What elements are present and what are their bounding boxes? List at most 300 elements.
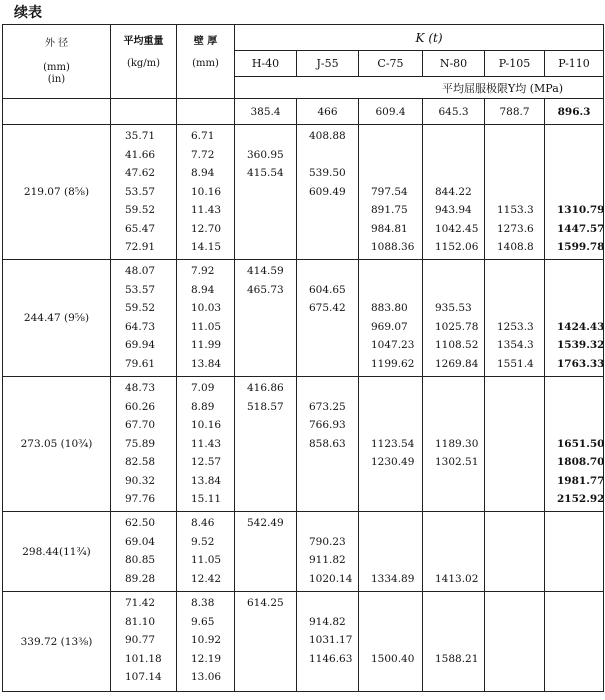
wall-column-cell [177, 592, 235, 692]
n80-value [423, 631, 484, 650]
wall-value: 7.72 [191, 148, 215, 161]
h40-value [235, 336, 296, 355]
header-wall-unit: (mm) [192, 58, 219, 69]
wall-value: 14.15 [191, 241, 222, 253]
p105-value: 1408.8 [497, 241, 534, 253]
h40-value: 518.57 [247, 400, 284, 413]
h40-value [235, 551, 296, 570]
n80-value [423, 490, 484, 509]
wall-value: 10.16 [191, 185, 222, 198]
j55-column-cell [297, 592, 359, 692]
h40-value [235, 435, 296, 454]
h40-value [235, 183, 296, 202]
j55-value [297, 453, 358, 472]
p105-value [485, 379, 544, 398]
c75-value [359, 668, 422, 687]
j55-value [297, 238, 358, 257]
n80-value [423, 594, 484, 613]
p105-value [485, 453, 544, 472]
p105-value: 1354.3 [497, 339, 534, 351]
p105-value [485, 183, 544, 202]
header-weight-label: 平均重量 [123, 36, 164, 47]
n80-value: 1025.78 [435, 320, 479, 333]
j55-value: 911.82 [309, 554, 346, 566]
weight-value: 107.14 [125, 671, 162, 683]
j55-value [297, 472, 358, 491]
yield-n80: 645.3 [423, 99, 485, 125]
wall-column-cell [177, 512, 235, 592]
c75-value [359, 146, 422, 165]
n80-value: 1302.51 [435, 456, 479, 468]
p105-value [485, 435, 544, 454]
weight-value: 41.66 [125, 148, 156, 161]
p105-value [485, 164, 544, 183]
wall-value: 11.05 [191, 554, 222, 566]
header-weight-unit: (kg/m) [126, 58, 161, 69]
yield-limit-label: 平均屈服极限Y均 (MPa) [235, 77, 604, 99]
p105-column-cell [485, 125, 545, 260]
p105-value: 1273.6 [497, 222, 534, 235]
j55-value: 604.65 [309, 283, 346, 296]
c75-value [359, 164, 422, 183]
wall-value: 12.19 [191, 652, 222, 665]
j55-value: 1020.14 [309, 572, 353, 585]
weight-value: 69.04 [125, 535, 156, 548]
yield-h40: 385.4 [235, 99, 297, 125]
weight-value: 62.50 [125, 517, 156, 529]
h40-value [235, 570, 296, 589]
h40-value: 614.25 [247, 597, 284, 609]
yield-p105: 788.7 [485, 99, 545, 125]
p110-value: 1599.78 [557, 241, 605, 253]
wall-value: 8.89 [191, 400, 215, 413]
size-group-row [3, 260, 604, 377]
weight-column-cell [111, 125, 177, 260]
weight-value: 82.58 [125, 456, 156, 468]
wall-value: 8.94 [191, 283, 215, 296]
h40-value [235, 490, 296, 509]
j55-value: 609.49 [309, 185, 346, 198]
p110-column-cell [545, 125, 604, 260]
h40-value [235, 533, 296, 552]
j55-value [297, 355, 358, 374]
j55-value [297, 514, 358, 533]
header-wall-thickness [177, 25, 235, 99]
wall-value: 8.38 [191, 597, 215, 609]
j55-value: 1146.63 [309, 652, 353, 665]
j55-column-cell [297, 377, 359, 512]
wall-value: 8.46 [191, 517, 215, 529]
h40-value [235, 416, 296, 435]
p105-value [485, 594, 544, 613]
j55-value [297, 336, 358, 355]
n80-value [423, 514, 484, 533]
p110-value [545, 668, 603, 687]
p110-value [545, 631, 603, 650]
p110-value: 1424.43 [557, 320, 605, 333]
c75-value: 969.07 [371, 320, 408, 333]
c75-value [359, 533, 422, 552]
wall-value: 13.06 [191, 671, 222, 683]
weight-value: 35.71 [125, 130, 156, 142]
h40-value: 360.95 [247, 148, 284, 161]
weight-column-cell [111, 377, 177, 512]
outer-diameter-cell: 339.72 (13⅜) [3, 592, 111, 692]
c75-value: 1334.89 [371, 572, 415, 585]
n80-value [423, 262, 484, 281]
j55-value [297, 318, 358, 337]
wall-column-cell [177, 260, 235, 377]
h40-column-cell [235, 592, 297, 692]
j55-value [297, 262, 358, 281]
weight-value: 48.73 [125, 382, 156, 394]
j55-value [297, 201, 358, 220]
j55-value [297, 379, 358, 398]
c75-column-cell [359, 512, 423, 592]
p105-value [485, 551, 544, 570]
n80-value [423, 379, 484, 398]
n80-value: 1042.45 [435, 222, 479, 235]
n80-value: 1152.06 [435, 241, 479, 253]
h40-column-cell [235, 260, 297, 377]
n80-value [423, 472, 484, 491]
wall-value: 11.43 [191, 204, 222, 216]
p110-value: 1651.50 [557, 437, 605, 450]
size-group-row [3, 512, 604, 592]
c75-value: 797.54 [371, 185, 408, 198]
c75-value [359, 551, 422, 570]
h40-value [235, 220, 296, 239]
p105-column-cell [485, 260, 545, 377]
h40-value: 416.86 [247, 382, 284, 394]
grade-n80: N-80 [423, 51, 485, 77]
wall-value: 9.65 [191, 615, 215, 628]
j55-value: 790.23 [309, 535, 346, 548]
grade-j55: J-55 [297, 51, 359, 77]
c75-value [359, 490, 422, 509]
h40-value: 542.49 [247, 517, 284, 529]
p110-column-cell [545, 260, 604, 377]
h40-value: 465.73 [247, 283, 284, 296]
h40-value [235, 668, 296, 687]
header-wall-label: 壁 厚 [193, 36, 218, 47]
weight-value: 60.26 [125, 400, 156, 413]
j55-value [297, 490, 358, 509]
weight-value: 69.94 [125, 339, 156, 351]
c75-value [359, 262, 422, 281]
weight-value: 90.32 [125, 474, 156, 487]
wall-value: 11.05 [191, 320, 222, 333]
weight-value: 53.57 [125, 185, 156, 198]
p105-value: 1153.3 [497, 204, 534, 216]
p105-value [485, 533, 544, 552]
n80-value [423, 551, 484, 570]
p110-value [545, 613, 603, 632]
n80-value: 1588.21 [435, 652, 479, 665]
j55-value [297, 668, 358, 687]
p105-value [485, 299, 544, 318]
j55-value: 858.63 [309, 437, 346, 450]
h40-value [235, 299, 296, 318]
p110-value [545, 514, 603, 533]
outer-diameter-cell: 244.47 (9⅝) [3, 260, 111, 377]
n80-value: 844.22 [435, 185, 472, 198]
j55-value: 408.88 [309, 130, 346, 142]
c75-column-cell [359, 377, 423, 512]
casing-strength-table [2, 24, 604, 692]
p110-value [545, 650, 603, 669]
grade-h40: H-40 [235, 51, 297, 77]
p110-column-cell [545, 592, 604, 692]
j55-column-cell [297, 512, 359, 592]
wall-value: 10.03 [191, 302, 222, 314]
c75-value [359, 514, 422, 533]
j55-value: 914.82 [309, 615, 346, 628]
p110-value [545, 146, 603, 165]
p105-column-cell [485, 512, 545, 592]
weight-value: 80.85 [125, 554, 156, 566]
p110-value [545, 299, 603, 318]
h40-value [235, 127, 296, 146]
wall-value: 11.43 [191, 437, 222, 450]
h40-value [235, 650, 296, 669]
n80-value [423, 281, 484, 300]
header-avg-weight [111, 25, 177, 99]
h40-value: 414.59 [247, 265, 284, 277]
p105-column-cell [485, 592, 545, 692]
n80-value [423, 164, 484, 183]
weight-value: 48.07 [125, 265, 156, 277]
c75-value [359, 127, 422, 146]
p110-value [545, 379, 603, 398]
n80-value: 935.53 [435, 302, 472, 314]
weight-value: 71.42 [125, 597, 156, 609]
p105-value [485, 262, 544, 281]
wall-column-cell [177, 377, 235, 512]
c75-value [359, 594, 422, 613]
j55-value: 675.42 [309, 302, 346, 314]
wall-value: 7.92 [191, 265, 215, 277]
p105-value [485, 650, 544, 669]
c75-value [359, 416, 422, 435]
p105-value [485, 281, 544, 300]
weight-value: 81.10 [125, 615, 156, 628]
wall-value: 13.84 [191, 357, 222, 370]
weight-value: 47.62 [125, 167, 156, 179]
h40-column-cell [235, 125, 297, 260]
weight-value: 64.73 [125, 320, 156, 333]
j55-column-cell [297, 260, 359, 377]
p110-value: 1763.33 [557, 357, 605, 370]
grade-c75: C-75 [359, 51, 423, 77]
wall-value: 6.71 [191, 130, 215, 142]
p105-value [485, 514, 544, 533]
header-outer-diameter [3, 25, 111, 99]
c75-value [359, 281, 422, 300]
j55-value: 539.50 [309, 167, 346, 179]
weight-value: 97.76 [125, 493, 156, 505]
p105-value [485, 127, 544, 146]
p105-value [485, 416, 544, 435]
n80-value [423, 613, 484, 632]
n80-column-cell [423, 512, 485, 592]
header-od-label: 外 径 [44, 37, 69, 49]
h40-value [235, 238, 296, 257]
weight-value: 75.89 [125, 437, 156, 450]
wall-value: 13.84 [191, 474, 222, 487]
h40-value: 415.54 [247, 167, 284, 179]
c75-value: 1230.49 [371, 456, 415, 468]
k-label-text: K (t) [415, 30, 443, 45]
outer-diameter-cell: 219.07 (8⅝) [3, 125, 111, 260]
h40-value [235, 355, 296, 374]
p110-column-cell [545, 512, 604, 592]
weight-value: 65.47 [125, 222, 156, 235]
h40-value [235, 201, 296, 220]
wall-value: 10.92 [191, 634, 222, 646]
p105-value: 1253.3 [497, 320, 534, 333]
p105-value [485, 668, 544, 687]
size-group-row [3, 592, 604, 692]
p110-value [545, 164, 603, 183]
h40-value [235, 453, 296, 472]
c75-value: 1047.23 [371, 339, 415, 351]
c75-value: 1123.54 [371, 437, 415, 450]
weight-value: 72.91 [125, 241, 156, 253]
yield-c75: 609.4 [359, 99, 423, 125]
weight-value: 89.28 [125, 572, 156, 585]
size-group-row [3, 377, 604, 512]
c75-column-cell [359, 125, 423, 260]
outer-diameter-cell: 298.44(11¾) [3, 512, 111, 592]
j55-value [297, 146, 358, 165]
n80-column-cell [423, 125, 485, 260]
weight-value: 67.70 [125, 419, 156, 431]
grade-p110: P-110 [545, 51, 604, 77]
c75-value [359, 613, 422, 632]
p110-value [545, 416, 603, 435]
yield-j55: 466 [297, 99, 359, 125]
c75-value: 1199.62 [371, 357, 415, 370]
table-caption: 续表 [14, 5, 42, 21]
p110-value [545, 551, 603, 570]
c75-value: 891.75 [371, 204, 408, 216]
p105-column-cell [485, 377, 545, 512]
p110-value: 1310.79 [557, 204, 605, 216]
c75-column-cell [359, 592, 423, 692]
c75-value: 1500.40 [371, 652, 415, 665]
grade-p105: P-105 [485, 51, 545, 77]
c75-column-cell [359, 260, 423, 377]
header-k-label [235, 25, 604, 51]
p105-value [485, 631, 544, 650]
p110-value [545, 570, 603, 589]
p110-value [545, 127, 603, 146]
n80-value [423, 146, 484, 165]
p110-value: 1539.32 [557, 339, 605, 351]
j55-value [297, 220, 358, 239]
wall-value: 12.42 [191, 572, 222, 585]
wall-column-cell [177, 125, 235, 260]
n80-column-cell [423, 260, 485, 377]
h40-value [235, 472, 296, 491]
h40-value [235, 318, 296, 337]
c75-value [359, 472, 422, 491]
p105-value [485, 398, 544, 417]
weight-value: 59.52 [125, 204, 156, 216]
j55-value [297, 594, 358, 613]
p110-value [545, 594, 603, 613]
j55-column-cell [297, 125, 359, 260]
weight-column-cell [111, 592, 177, 692]
header-od-in: (in) [47, 73, 66, 85]
j55-value: 673.25 [309, 400, 346, 413]
j55-value: 766.93 [309, 419, 346, 431]
n80-column-cell [423, 592, 485, 692]
c75-value: 883.80 [371, 302, 408, 314]
h40-column-cell [235, 512, 297, 592]
weight-value: 101.18 [125, 652, 162, 665]
c75-value: 984.81 [371, 222, 408, 235]
weight-column-cell [111, 260, 177, 377]
p110-value [545, 281, 603, 300]
h40-value [235, 613, 296, 632]
wall-value: 12.57 [191, 456, 222, 468]
h40-value [235, 631, 296, 650]
c75-value [359, 398, 422, 417]
n80-value [423, 668, 484, 687]
p110-column-cell [545, 377, 604, 512]
p110-value [545, 533, 603, 552]
weight-value: 79.61 [125, 357, 156, 370]
h40-column-cell [235, 377, 297, 512]
wall-value: 8.94 [191, 167, 215, 179]
p110-value [545, 398, 603, 417]
c75-value [359, 379, 422, 398]
p105-value [485, 570, 544, 589]
p105-value [485, 613, 544, 632]
c75-value [359, 631, 422, 650]
p105-value [485, 472, 544, 491]
weight-column-cell [111, 512, 177, 592]
header-od-mm: (mm) [43, 61, 70, 73]
j55-value: 1031.17 [309, 634, 353, 646]
p110-value: 1808.70 [557, 456, 605, 468]
n80-value: 1413.02 [435, 572, 479, 585]
n80-value [423, 533, 484, 552]
yield-p110: 896.3 [545, 99, 604, 125]
outer-diameter-cell: 273.05 (10¾) [3, 377, 111, 512]
wall-value: 12.70 [191, 222, 222, 235]
p110-value [545, 183, 603, 202]
size-group-row [3, 125, 604, 260]
p110-value: 1447.57 [557, 222, 605, 235]
wall-value: 10.16 [191, 419, 222, 431]
wall-value: 7.09 [191, 382, 215, 394]
p110-value: 1981.77 [557, 474, 605, 487]
weight-value: 53.57 [125, 283, 156, 296]
wall-value: 9.52 [191, 535, 215, 548]
n80-value: 1108.52 [435, 339, 479, 351]
p110-value [545, 262, 603, 281]
n80-column-cell [423, 377, 485, 512]
n80-value [423, 398, 484, 417]
p105-value [485, 490, 544, 509]
n80-value: 1189.30 [435, 437, 479, 450]
wall-value: 15.11 [191, 493, 222, 505]
n80-value: 943.94 [435, 204, 472, 216]
p105-value [485, 146, 544, 165]
